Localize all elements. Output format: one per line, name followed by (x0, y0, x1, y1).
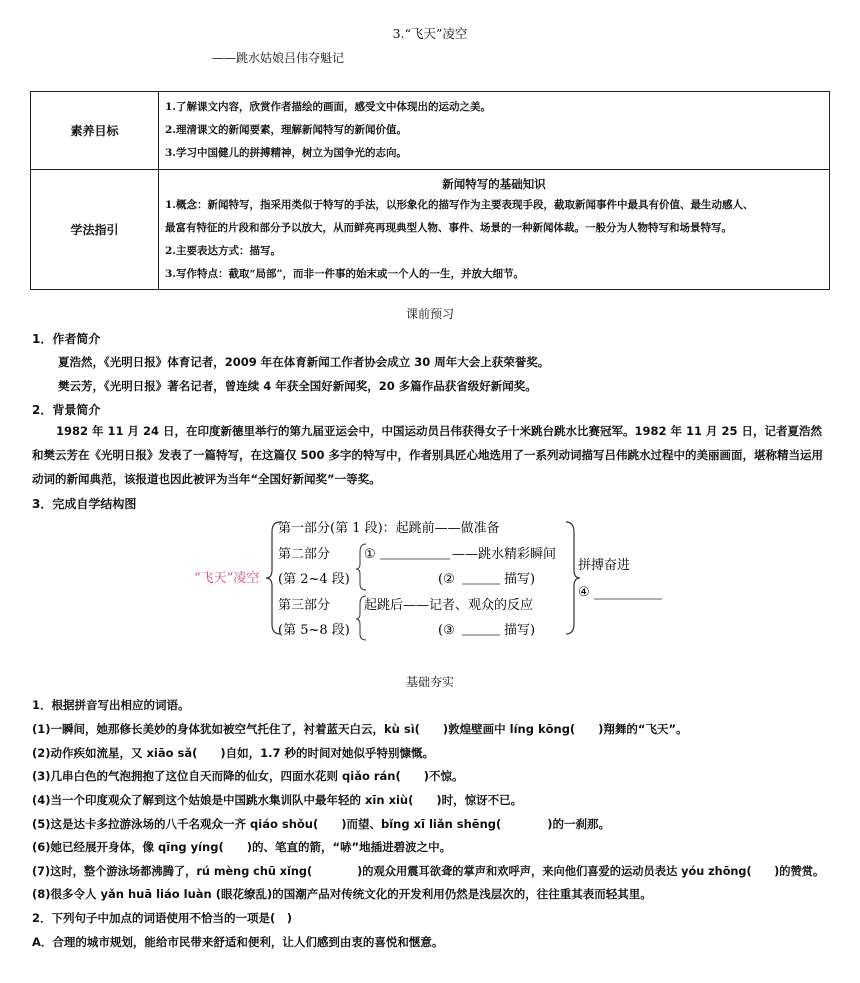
diagram-part2-a: 第二部分 (278, 547, 331, 562)
goals-label: 素养目标 (31, 92, 159, 170)
diagram-part1: 第一部分(第 1 段)：起跳前——做准备 (278, 521, 500, 536)
question-1-item: (2)动作疾如流星，又 xiāo sǎ( )自如，1.7 秒的时间对她似乎特别慷慨。 (32, 746, 435, 760)
goals-line: 3.学习中国健儿的拼搏精神，树立为国争光的志向。 (165, 147, 407, 159)
diagram-right1: 拼搏奋进 (578, 558, 631, 573)
diagram-part2-tail: ——跳水精彩瞬间 (452, 547, 557, 562)
diagram-fill3: (③ (438, 623, 455, 638)
goals-line: 1.了解课文内容，欣赏作者描绘的画面，感受文中体现出的运动之美。 (165, 101, 491, 113)
method-line: 3.写作特点：截取“局部”，而非一件事的始末或一个人的一生，并放大细节。 (165, 267, 525, 280)
author-line-1: 夏浩然，《光明日报》体育记者，2009 年在体育新闻工作者协会成立 30 周年大会上获荣誉奖。 (58, 355, 550, 369)
brace-right (566, 522, 580, 634)
goals-table (30, 91, 830, 290)
diagram-root: “飞天”凌空 (194, 571, 260, 586)
question-2-option-a: A．合理的城市规划，能给市民带来舒适和便利，让人们感到由衷的喜悦和惬意。 (32, 935, 444, 949)
diagram-part3-desc: 描写) (504, 623, 536, 638)
question-1-item: (8)很多令人 yǎn huā liáo luàn (眼花缭乱)的国潮产品对传统文化的开发利用仍然是浅层次的，往往重其表而轻其里。 (32, 887, 652, 901)
goals-content (159, 92, 830, 170)
diagram-part2-desc: 描写) (504, 572, 536, 587)
question-1-item: (3)几串白色的气泡拥抱了这位自天而降的仙女，四面水花则 qiǎo rán( )不惊。 (32, 769, 464, 783)
question-1-item: (4)当一个印度观众了解到这个姑娘是中国跳水集训队中最年轻的 xīn xiù( )时，惊讶不已。 (32, 793, 523, 807)
diagram-fill1: ① (364, 547, 376, 562)
method-line: 最富有特征的片段和部分予以放大，从而鲜亮再现典型人物、事件、场景的一种新闻体裁。一般分为人物特写和场景特写。 (165, 221, 732, 234)
section-title-preview: 课前预习 (405, 307, 454, 321)
structure-diagram (190, 512, 680, 647)
diagram-part3-b: (第 5~8 段) (278, 623, 350, 638)
table-row-method (31, 170, 830, 290)
diagram-fill2: (② (438, 572, 455, 587)
section-title-basics: 基础夯实 (405, 675, 454, 689)
heading-author: 1．作者简介 (32, 332, 101, 346)
heading-structure: 3．完成自学结构图 (32, 497, 137, 511)
method-heading: 新闻特写的基础知识 (442, 176, 546, 191)
question-1: 1．根据拼音写出相应的词语。 (32, 698, 190, 712)
question-1-item: (7)这时，整个游泳场都沸腾了，rú mèng chū xǐng( )的观众用震耳欲聋的掌声和欢呼声，来向他们喜爱的运动员表达 yóu zhōng( )的赞赏。 (32, 865, 825, 878)
diagram-right2: ④ (578, 585, 590, 600)
page-subtitle: ——跳水姑娘吕伟夺魁记 (212, 51, 345, 65)
method-line: 1.概念：新闻特写，指采用类似于特写的手法，以形象化的描写作为主要表现手段，截取新闻事件中最具有价值、最生动感人、 (165, 198, 754, 211)
page-title: 3.“飞天”凌空 (392, 26, 468, 41)
question-1-item: (6)她已经展开身体，像 qīng yíng( )的、笔直的箭，“哧”地插进碧波之中。 (32, 840, 452, 854)
method-label: 学法指引 (31, 170, 159, 290)
goals-line: 2.理清课文的新闻要素，理解新闻特写的新闻价值。 (165, 124, 407, 136)
method-content (159, 170, 830, 290)
diagram-part2-b: (第 2~4 段) (278, 572, 350, 587)
question-1-item: (1)一瞬间，她那修长美妙的身体犹如被空气托住了，衬着蓝天白云，kù sì( )敦煌壁画中 líng kōng( )翔舞的“飞天”。 (32, 722, 688, 736)
background-paragraph: 1982 年 11 月 24 日，在印度新德里举行的第九届亚运会中，中国运动员吕伟获得女子十米跳台跳水比赛冠军。1982 年 11 月 25 日，记者夏浩然和樊云芳在《光明日报》发表了一篇特写，在这篇仅 500 多字的特写中，作者别具匠心地选用了一系列动词描写吕伟跳水过程中的美丽画面，堪称精当运用动词的新闻典范，该报道也因此被评为当年“全国好新闻奖”一等奖。 (32, 424, 824, 486)
author-line-2: 樊云芳，《光明日报》著名记者，曾连续 4 年获全国好新闻奖，20 多篇作品获省级好新闻奖。 (58, 379, 537, 393)
question-1-item: (5)这是达卡多拉游泳场的八千名观众一齐 qiáo shǒu( )而望、bǐng xī liǎn shēng( )的一刹那。 (32, 817, 611, 831)
method-line: 2.主要表达方式：描写。 (165, 244, 281, 257)
diagram-part3-line: 起跳后——记者、观众的反应 (364, 598, 534, 613)
table-row-goals (31, 92, 830, 170)
diagram-part3-a: 第三部分 (278, 598, 331, 613)
heading-background: 2．背景简介 (32, 403, 101, 417)
question-2: 2．下列句子中加点的词语使用不恰当的一项是( ) (32, 911, 293, 925)
